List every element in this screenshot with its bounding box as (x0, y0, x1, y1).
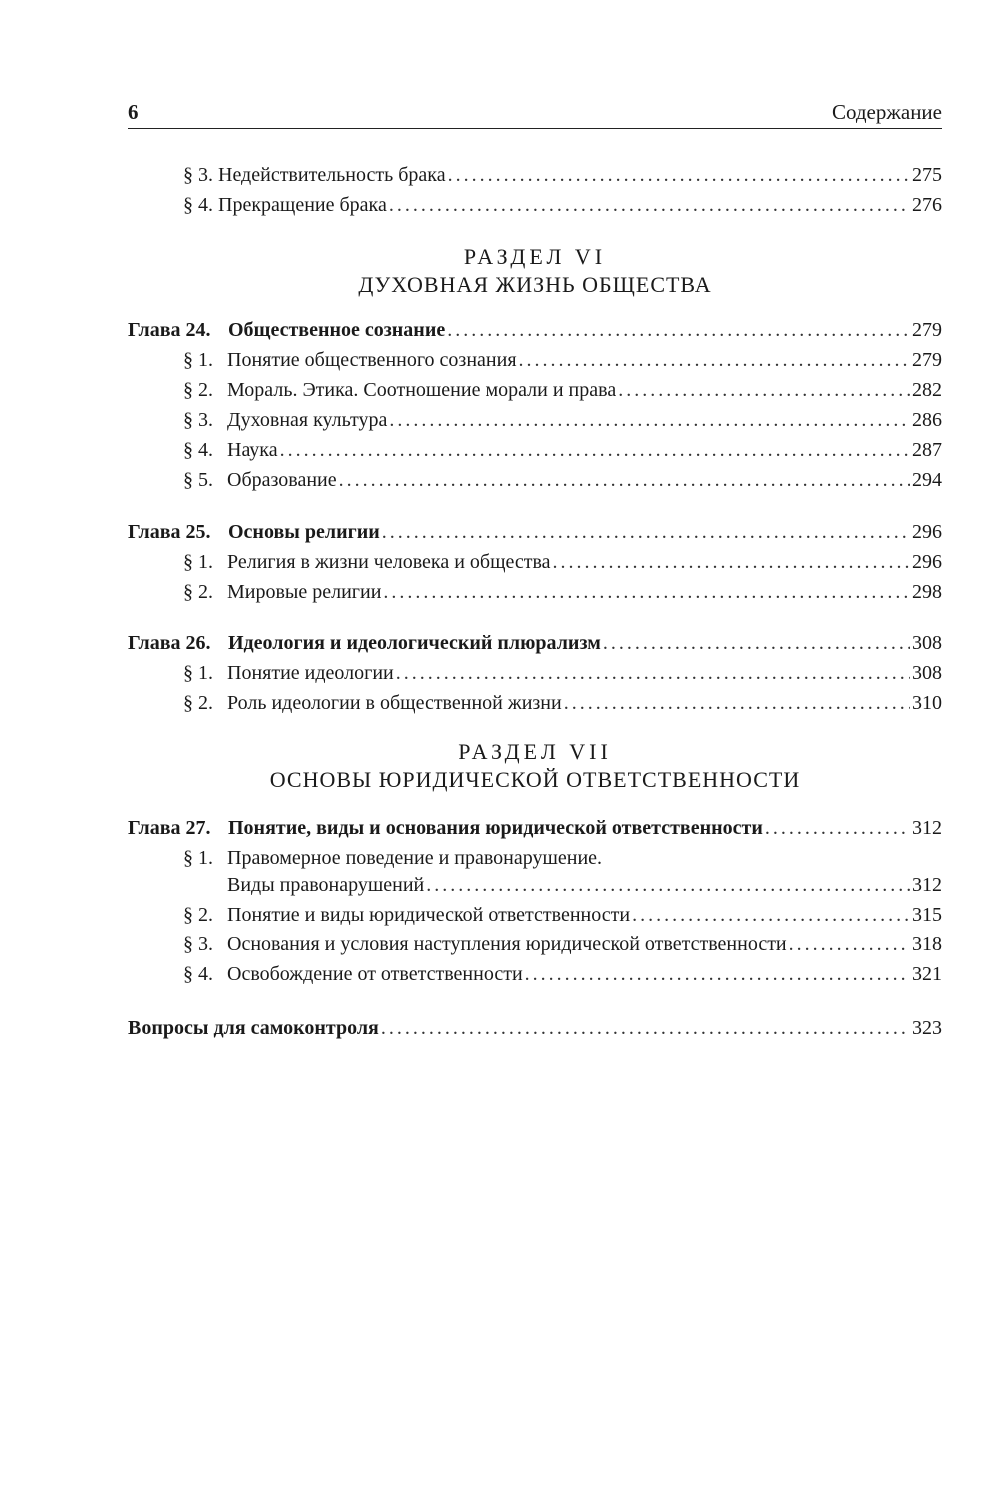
dot-leader (382, 518, 910, 546)
dot-leader (396, 659, 910, 687)
chapter-title: Основы религии (228, 521, 380, 543)
toc-entry[interactable] (183, 548, 942, 576)
entry-page: 308 (912, 662, 942, 684)
entry-page: 287 (912, 439, 942, 461)
entry-title: Основания и условия наступления юридической ответственности (227, 933, 787, 955)
entry-title: Недействительность брака (218, 164, 446, 186)
entry-title: Роль идеологии в общественной жизни (227, 692, 562, 714)
toc-entry[interactable] (183, 578, 942, 606)
entry-page: 296 (912, 551, 942, 573)
dot-leader (632, 901, 910, 929)
entry-title: Освобождение от ответственности (227, 963, 523, 985)
dot-leader (280, 436, 910, 464)
section-heading (128, 243, 942, 299)
questions-entry[interactable] (128, 1014, 942, 1042)
paragraph-sign: § 2. (183, 692, 213, 714)
dot-leader (525, 960, 910, 988)
paragraph-sign: § 4. (183, 439, 213, 461)
dot-leader (448, 161, 910, 189)
paragraph-sign: § 5. (183, 469, 213, 491)
entry-title: Вопросы для самоконтроля (128, 1017, 379, 1039)
entry-title: Образование (227, 469, 337, 491)
dot-leader (381, 1014, 910, 1042)
entry-title: Понятие и виды юридической ответственности (227, 904, 631, 926)
paragraph-sign: § 1. (183, 551, 213, 573)
dot-leader (426, 871, 910, 899)
entry-page: 282 (912, 379, 942, 401)
chapter-page: 296 (912, 521, 942, 543)
toc-entry[interactable] (183, 689, 942, 717)
paragraph-sign: § 3. (183, 933, 213, 955)
entry-page: 323 (912, 1017, 942, 1039)
dot-leader (383, 578, 910, 606)
entry-page: 318 (912, 933, 942, 955)
section-name: ДУХОВНАЯ ЖИЗНЬ ОБЩЕСТВА (358, 272, 712, 297)
paragraph-sign: § 4. (183, 963, 213, 985)
dot-leader (765, 814, 910, 842)
paragraph-sign: § 3. (183, 409, 213, 431)
chapter-label: Глава 25. (128, 521, 211, 543)
chapter-title: Понятие, виды и основания юридической ответственности (228, 817, 763, 839)
entry-page: 286 (912, 409, 942, 431)
toc-entry[interactable] (227, 871, 942, 899)
toc-entry[interactable] (183, 930, 942, 958)
paragraph-sign: § 1. (183, 349, 213, 371)
chapter-entry[interactable] (128, 814, 942, 842)
dot-leader (447, 316, 910, 344)
chapter-entry[interactable] (128, 518, 942, 546)
entry-title: Мировые религии (227, 581, 382, 603)
chapter-entry[interactable] (128, 629, 942, 657)
chapter-label: Глава 27. (128, 817, 211, 839)
paragraph-sign: § 1. (183, 662, 213, 684)
running-title: Содержание (831, 100, 942, 124)
entry-page: 312 (912, 874, 942, 896)
chapter-page: 312 (912, 817, 942, 839)
entry-title: Понятие общественного сознания (227, 349, 517, 371)
running-header (128, 96, 942, 129)
entry-page: 298 (912, 581, 942, 603)
chapter-title: Общественное сознание (228, 319, 446, 341)
dot-leader (389, 191, 910, 219)
entry-title: Правомерное поведение и правонарушение. (227, 847, 603, 869)
dot-leader (519, 346, 910, 374)
toc-entry[interactable] (183, 659, 942, 687)
entry-title: Мораль. Этика. Соотношение морали и права (227, 379, 617, 401)
page-number: 6 (128, 100, 139, 124)
paragraph-sign: § 1. (183, 847, 213, 869)
entry-title: Духовная культура (227, 409, 388, 431)
entry-page: 321 (912, 963, 942, 985)
chapter-title: Идеология и идеологический плюрализм (228, 632, 601, 654)
toc-entry[interactable] (183, 376, 942, 404)
entry-page: 275 (912, 164, 942, 186)
entry-title: Прекращение брака (218, 194, 387, 216)
entry-title: Религия в жизни человека и общества (227, 551, 551, 573)
entry-page: 276 (912, 194, 942, 216)
chapter-entry[interactable] (128, 316, 942, 344)
dot-leader (618, 376, 910, 404)
paragraph-sign: § 2. (183, 379, 213, 401)
section-label: РАЗДЕЛ VII (458, 739, 612, 764)
dot-leader (603, 629, 910, 657)
toc-entry[interactable] (183, 901, 942, 929)
toc-entry-line1[interactable] (183, 844, 602, 872)
toc-entry[interactable] (183, 161, 942, 189)
entry-page: 294 (912, 469, 942, 491)
paragraph-sign: § 4. (183, 194, 213, 216)
entry-title: Наука (227, 439, 278, 461)
dot-leader (339, 466, 910, 494)
toc-entry[interactable] (183, 960, 942, 988)
section-heading (128, 738, 942, 794)
chapter-label: Глава 26. (128, 632, 211, 654)
section-label: РАЗДЕЛ VI (463, 244, 607, 269)
dot-leader (564, 689, 910, 717)
dot-leader (389, 406, 910, 434)
entry-page: 315 (912, 904, 942, 926)
toc-entry[interactable] (183, 466, 942, 494)
chapter-page: 308 (912, 632, 942, 654)
section-name: ОСНОВЫ ЮРИДИЧЕСКОЙ ОТВЕТСТВЕННОСТИ (269, 767, 801, 792)
paragraph-sign: § 2. (183, 904, 213, 926)
chapter-label: Глава 24. (128, 319, 211, 341)
toc-entry[interactable] (183, 346, 942, 374)
paragraph-sign: § 3. (183, 164, 213, 186)
entry-page: 279 (912, 349, 942, 371)
entry-title-continued: Виды правонарушений (227, 874, 425, 896)
entry-title: Понятие идеологии (227, 662, 394, 684)
entry-page: 310 (912, 692, 942, 714)
paragraph-sign: § 2. (183, 581, 213, 603)
toc-entry[interactable] (183, 436, 942, 464)
chapter-page: 279 (912, 319, 942, 341)
dot-leader (553, 548, 910, 576)
toc-entry[interactable] (183, 406, 942, 434)
dot-leader (789, 930, 910, 958)
toc-entry[interactable] (183, 191, 942, 219)
